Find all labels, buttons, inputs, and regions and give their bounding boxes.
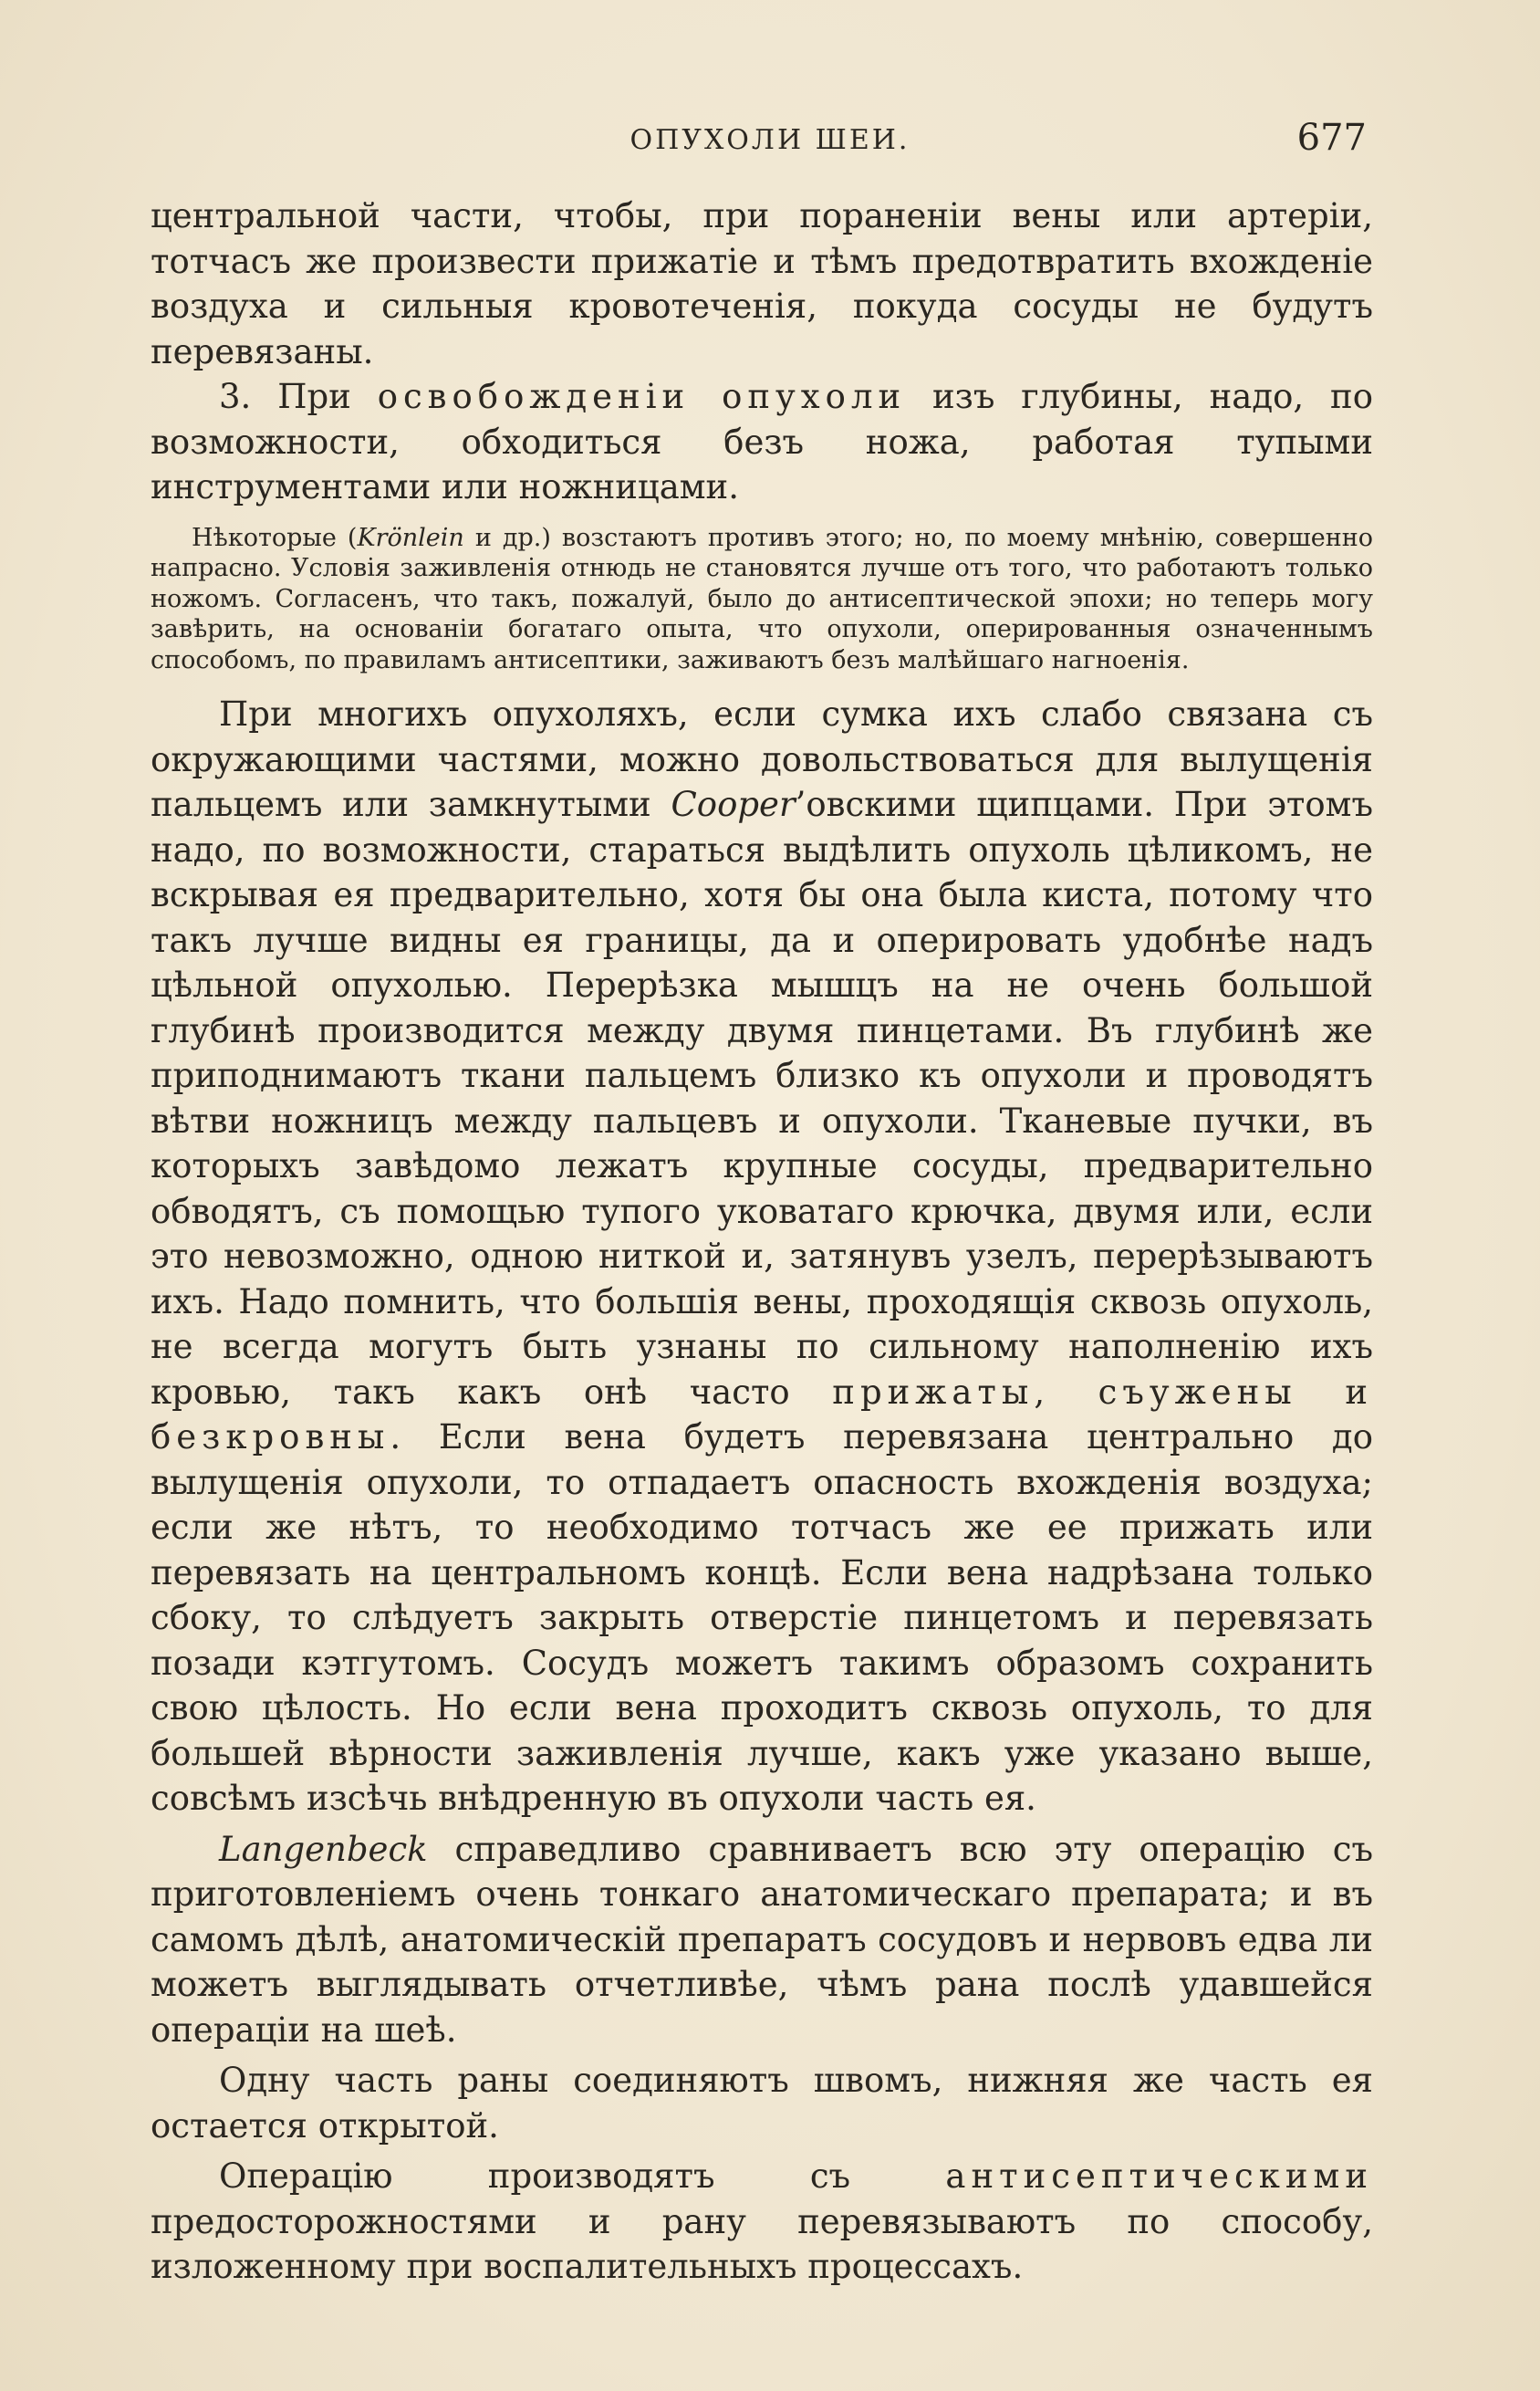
paragraph-6-emphasis: антисептическими (945, 2156, 1373, 2196)
paragraph-4-text: справедливо сравниваетъ всю эту операцію съ приготовленіемъ очень тонкаго анатомическаго препарата; и въ самомъ дѣлѣ, анатомическій препаратъ сосудовъ и нервовъ едва ли можетъ выглядывать отчетливѣе, чѣмъ рана послѣ удавшейся операціи на шеѣ. (151, 1829, 1373, 2050)
footnote-paragraph (151, 523, 1373, 676)
paragraph-6-text-start: Операцію производятъ съ (219, 2156, 946, 2196)
page-number: 677 (1296, 117, 1367, 159)
paragraph-3-text-end: . Если вена будетъ перевязана центрально до вылущенія опухоли, то отпадаетъ опасность вхожденія воздуха; если же нѣтъ, то необходимо тотчасъ же ее прижать или перевязать на центральномъ концѣ. Если вена надрѣзана только сбоку, то слѣдуетъ закрыть отверстіе пинцетомъ и перевязать позади кэтгутомъ. Сосудъ можетъ такимъ образомъ сохранить свою цѣлость. Но если вена проходитъ сквозь опухоль, то для большей вѣрности заживленія лучше, какъ уже указано выше, совсѣмъ изсѣчь внѣдренную въ опухоли часть ея. (151, 1417, 1373, 1818)
footnote-author-name: Krönlein (357, 523, 464, 552)
paragraph-5 (151, 2058, 1373, 2148)
footnote-text-start: Нѣкоторые ( (192, 523, 358, 552)
paragraph-3 (151, 692, 1373, 1822)
paragraph-3-text-start: При многихъ опухоляхъ, если сумка ихъ слабо связана съ окружающими частями, можно довольствоваться для вылущенія пальцемъ или замкнутыми (151, 694, 1373, 824)
paragraph-6 (151, 2154, 1373, 2290)
paragraph-4-author-name: Langenbeck (219, 1829, 428, 1869)
paragraph-2-number: 3. При (219, 377, 378, 416)
footnote-text: и др.) возстаютъ противъ этого; но, по моему мнѣнію, совершенно напрасно. Условія заживленія отнюдь не становятся лучше отъ того, что работаютъ только ножомъ. Согласенъ, что такъ, пожалуй, было до антисептической эпохи; но теперь могу завѣрить, на основаніи богатаго опыта, что опухоли, оперированныя означеннымъ способомъ, по правиламъ антисептики, заживаютъ безъ малѣйшаго нагноенія. (151, 523, 1373, 674)
paragraph-3-author-name: Cooper (671, 785, 796, 824)
page-header (0, 117, 1540, 172)
paragraph-2-emphasis: освобожденіи опухоли (377, 377, 907, 416)
paragraph-6-text-end: предосторожностями и рану перевязываютъ по способу, изложенному при воспалительныхъ процессахъ. (151, 2201, 1373, 2286)
body-text (151, 193, 1373, 2290)
paragraph-2-text: изъ глубины, надо, по возможности, обходиться безъ ножа, работая тупыми инструментами или ножницами. (151, 377, 1373, 506)
paragraph-5-text: Одну часть раны соединяютъ швомъ, нижняя же часть ея остается открытой. (151, 2061, 1373, 2146)
paragraph-3-emphasis: прижаты, съужены и безкровны (151, 1372, 1374, 1457)
paragraph-2 (151, 374, 1373, 510)
paragraph-4 (151, 1827, 1373, 2053)
paragraph-3-text-middle: ’овскими щипцами. При этомъ надо, по возможности, стараться выдѣлить опухоль цѣликомъ, не вскрывая ея предварительно, хотя бы она была киста, потому что такъ лучше видны ея границы, да и оперировать удобнѣе надъ цѣльной опухолью. Перерѣзка мышцъ на не очень большой глубинѣ производится между двумя пинцетами. Въ глубинѣ же приподнимаютъ ткани пальцемъ близко къ опухоли и проводятъ вѣтви ножницъ между пальцевъ и опухоли. Тканевые пучки, въ которыхъ завѣдомо лежатъ крупные сосуды, предварительно обводятъ, съ помощью тупого уковатаго крючка, двумя или, если это невозможно, одною ниткой и, затянувъ узелъ, перерѣзываютъ ихъ. Надо помнить, что большія вены, проходящія сквозь опухоль, не всегда могутъ быть узнаны по сильному наполненію ихъ кровью, такъ какъ онѣ часто (151, 785, 1373, 1412)
paragraph-1-text: центральной части, чтобы, при пораненіи вены или артеріи, тотчасъ же произвести прижатіе и тѣмъ предотвратить вхожденіе воздуха и сильныя кровотеченія, покуда сосуды не будутъ перевязаны. (151, 196, 1373, 371)
paragraph-1 (151, 193, 1373, 374)
running-title: ОПУХОЛИ ШЕИ. (630, 124, 910, 156)
